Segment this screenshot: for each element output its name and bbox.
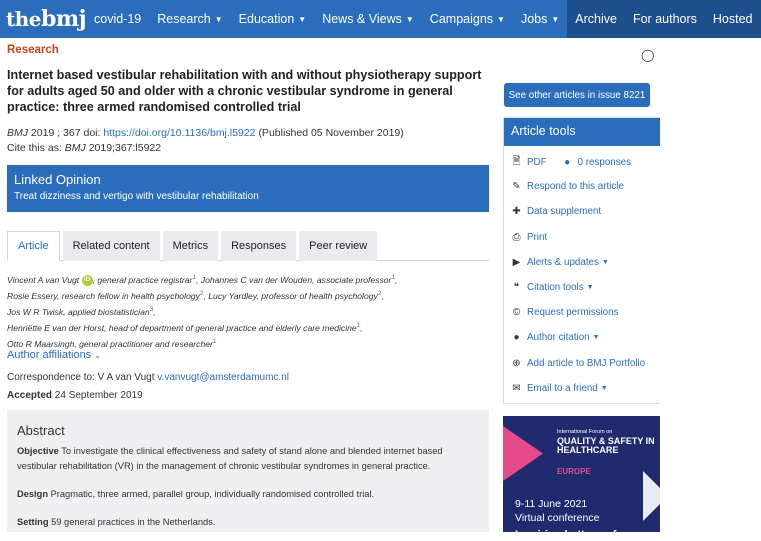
linked-opinion-subtitle[interactable]: Treat dizziness and vertigo with vestibular rehabilitation	[14, 191, 259, 202]
edit-icon: ✎	[512, 181, 521, 192]
nav-research[interactable]	[149, 0, 230, 38]
affiliation-ref[interactable]: 3	[149, 306, 154, 314]
abstract-box	[7, 410, 489, 532]
tab-responses[interactable]: Responses	[221, 231, 296, 261]
chevron-down-icon: ▼	[600, 385, 608, 392]
chevron-down-icon: ▼	[551, 14, 560, 24]
permissions-label: Request permissions	[527, 307, 619, 318]
plus-icon: ✚	[512, 206, 521, 217]
doi-link[interactable]: https://doi.org/10.1136/bmj.l5922	[103, 127, 256, 139]
permissions-link[interactable]	[510, 307, 618, 318]
citation-tools-link[interactable]	[510, 282, 594, 293]
accepted-date	[7, 390, 143, 401]
objective-text: To investigate the clinical effectiveness and safety of stand alone and blended internet based vestibular rehabilitation (VR) in the management of chronic vestibular syndromes in general practice.	[17, 446, 443, 471]
nav-hosted-label: Hosted	[712, 12, 753, 26]
quote-icon: ❝	[513, 282, 520, 293]
mail-icon: ✉	[512, 383, 521, 394]
cite-volume: 2019 ; 367	[30, 127, 81, 139]
article-tabs	[7, 231, 489, 261]
data-supplement-link[interactable]	[510, 206, 601, 217]
ad-date: 9-11 June 2021	[515, 498, 588, 510]
data-supplement-label: Data supplement	[527, 206, 602, 217]
author-citation-label: Author citation	[527, 332, 590, 343]
journal-name: BMJ	[7, 127, 28, 139]
author-affiliations-toggle[interactable]	[7, 349, 101, 361]
affiliation-ref[interactable]: 1	[212, 338, 217, 346]
cite-as-value: 2019;367:l5922	[88, 142, 162, 154]
author-name[interactable]: Lucy Yardley, professor of health psychology	[208, 290, 378, 301]
advertisement-banner[interactable]	[503, 416, 660, 541]
tab-article[interactable]: Article	[7, 231, 60, 261]
affiliation-ref[interactable]: 1	[192, 274, 196, 281]
portfolio-label: Add article to BMJ Portfolio	[527, 358, 646, 369]
author-citation-link[interactable]	[510, 332, 600, 343]
author-name[interactable]: Jos W R Twisk, applied biostatistician	[7, 306, 150, 317]
abstract-design	[17, 487, 479, 502]
linked-opinion-heading: Linked Opinion	[14, 172, 101, 187]
megaphone-icon: ▶	[512, 257, 521, 268]
affiliation-ref[interactable]: 1	[391, 274, 396, 281]
share-icon[interactable]: ◯	[641, 48, 655, 62]
pdf-label: PDF	[527, 157, 547, 168]
author-affiliations-label: Author affiliations	[7, 349, 92, 361]
correspondence	[7, 372, 289, 383]
objective-label: Objective	[17, 446, 59, 456]
tab-related-content[interactable]: Related content	[63, 231, 160, 261]
linked-opinion-box[interactable]	[7, 165, 489, 212]
alerts-link[interactable]	[510, 257, 609, 268]
author-name[interactable]: Rosie Essery, research fellow in health psychology	[7, 290, 200, 301]
nav-research-label: Research	[157, 12, 211, 26]
tab-metrics[interactable]: Metrics	[163, 231, 218, 261]
author-name[interactable]: Henriëtte E van der Horst, head of department of general practice and elderly care medicine	[7, 323, 357, 334]
bmj-logo[interactable]	[0, 0, 86, 38]
ad-decoration	[503, 426, 543, 481]
affiliation-ref[interactable]: 2	[377, 290, 382, 298]
chevron-down-icon: ▼	[298, 14, 307, 24]
citation-tools-label: Citation tools	[527, 282, 584, 293]
top-navigation	[0, 0, 753, 38]
affiliation-ref[interactable]: 2	[199, 290, 204, 298]
print-link[interactable]	[510, 232, 547, 243]
pdf-icon: 🗎	[512, 156, 521, 167]
alerts-label: Alerts & updates	[527, 257, 599, 268]
author-name[interactable]: Otto R Maarsingh, general practitioner and researcher	[7, 339, 213, 350]
nav-campaigns[interactable]	[422, 0, 513, 38]
user-icon: ●	[513, 332, 520, 343]
email-label: Email to a friend	[527, 383, 598, 394]
design-text: Pragmatic, three armed, parallel group, individually randomised controlled trial.	[50, 489, 375, 499]
orcid-icon[interactable]: iD	[82, 275, 93, 286]
author-name[interactable]: Johannes C van der Wouden, associate professor	[200, 274, 392, 285]
design-label: Design	[17, 489, 48, 499]
nav-jobs[interactable]	[513, 0, 567, 38]
print-label: Print	[527, 232, 548, 243]
ad-line2: QUALITY & SAFETY IN HEALTHCARE	[557, 436, 655, 455]
nav-for-authors-label: For authors	[632, 12, 697, 26]
nav-covid19[interactable]	[86, 0, 149, 38]
ad-line3: EUROPE	[557, 467, 591, 476]
article-tools-panel	[503, 117, 660, 404]
nav-education[interactable]	[231, 0, 315, 38]
ad-line1: International Forum on	[557, 429, 613, 435]
nav-education-label: Education	[238, 12, 295, 26]
pdf-link[interactable]	[510, 154, 631, 171]
article-title: Internet based vestibular rehabilitation with and without physiotherapy support for adults aged 50 and older with a chronic vestibular syndrome in general practice: three armed randomised controlled trial	[7, 68, 482, 114]
tab-peer-review[interactable]: Peer review	[299, 231, 377, 261]
respond-link[interactable]	[510, 181, 624, 192]
accepted-value: 24 September 2019	[54, 390, 143, 401]
abstract-setting	[17, 515, 479, 530]
ad-decoration	[643, 471, 668, 521]
citation-line	[7, 127, 404, 139]
abstract-heading: Abstract	[17, 423, 65, 438]
setting-text: 59 general practices in the Netherlands.	[51, 517, 216, 527]
nav-archive-label: Archive	[575, 12, 617, 26]
email-link[interactable]	[510, 383, 608, 394]
nav-covid19-label: covid-19	[94, 12, 142, 26]
author-list: Vincent A van Vugt iD , general practice registrar$^1$, Johannes C van der Wouden, associate professor$^1$, Rosie Essery, research fellow in health psychology$^2$, Lucy Yardley, professor of health psychology$^2$, Jos W R Twisk, applied biostatistician$^3$, Henriëtte E van der Horst, head of department of general practice and elderly care medicine$^1$, Otto R Maarsingh, general practitioner and researcher$^1$	[7, 274, 398, 350]
respond-label: Respond to this article	[527, 181, 624, 192]
chevron-down-icon: ⌄	[94, 351, 101, 360]
nav-jobs-label: Jobs	[520, 12, 548, 26]
correspondence-email[interactable]: v.vanvugt@amsterdamumc.nl	[157, 372, 289, 383]
nav-archive[interactable]	[567, 0, 625, 38]
affiliation-ref[interactable]: 1	[356, 322, 361, 330]
print-icon: ⎙	[512, 232, 521, 243]
accepted-label: Accepted	[7, 390, 53, 401]
chevron-down-icon: ▼	[586, 284, 594, 291]
setting-label: Setting	[17, 517, 49, 527]
nav-for-authors[interactable]	[625, 0, 705, 38]
abstract-objective	[17, 444, 479, 474]
see-issue-button[interactable]: See other articles in issue 8221	[504, 83, 650, 107]
nav-news-views[interactable]	[314, 0, 422, 38]
correspondence-label: Correspondence to: V A van Vugt	[7, 372, 155, 383]
published-date: (Published 05 November 2019)	[258, 127, 404, 139]
nav-news-views-label: News & Views	[322, 12, 402, 26]
add-circle-icon: ⊕	[512, 358, 521, 369]
chevron-down-icon: ▼	[214, 14, 223, 24]
chevron-down-icon: ▼	[601, 259, 609, 266]
doi-label: doi:	[83, 127, 101, 139]
cite-as-journal: BMJ	[64, 142, 86, 154]
logo-bmj: bmj	[41, 6, 87, 32]
comment-icon: ●	[564, 157, 571, 168]
logo-the: the	[6, 7, 42, 31]
cite-as-label: Cite this as:	[7, 142, 62, 154]
portfolio-link[interactable]	[510, 358, 645, 369]
nav-hosted[interactable]	[705, 0, 761, 38]
nav-campaigns-label: Campaigns	[429, 12, 494, 26]
section-label: Research	[7, 44, 59, 56]
article-tools-heading: Article tools	[504, 118, 660, 146]
chevron-down-icon: ▼	[497, 14, 505, 24]
author-name[interactable]: Vincent A van Vugt	[7, 274, 80, 285]
responses-label[interactable]: 0 responses	[577, 157, 631, 168]
chevron-down-icon: ▼	[592, 334, 600, 341]
ad-tagline: Inspiring better, safer care	[515, 529, 653, 541]
ad-mode: Virtual conference	[515, 512, 600, 524]
chevron-down-icon: ▼	[405, 14, 414, 24]
author-role: , general practice registrar	[92, 274, 193, 285]
cite-as-line	[7, 142, 161, 154]
copyright-icon: ©	[512, 307, 521, 318]
